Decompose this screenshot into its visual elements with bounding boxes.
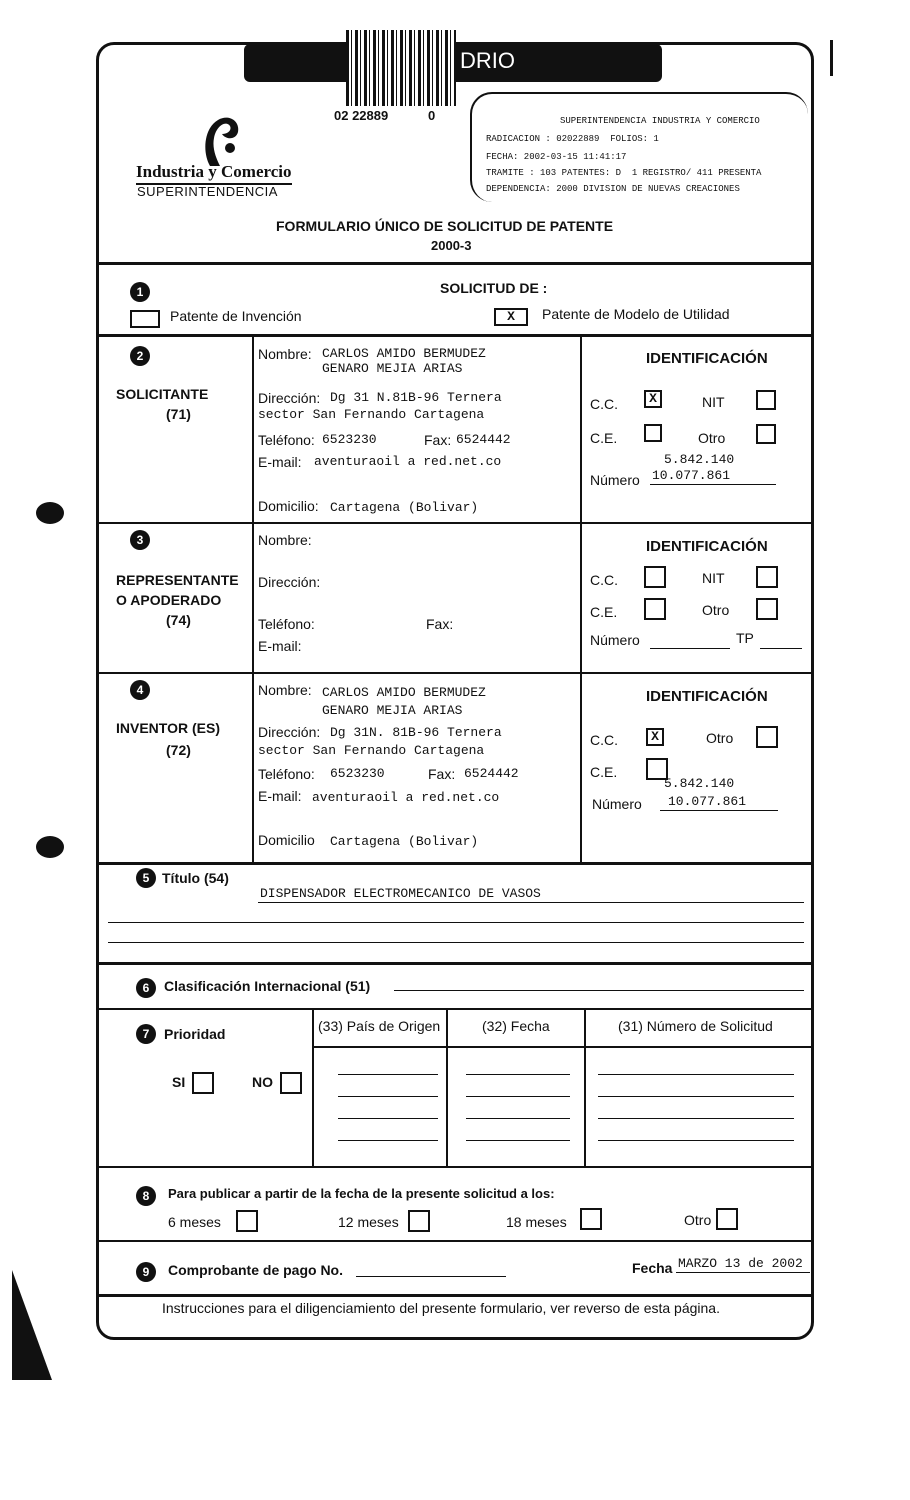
name-label: Nombre:: [258, 682, 312, 698]
payment-line: [356, 1276, 506, 1277]
corner-artifact: [12, 1270, 52, 1380]
fax-label: Fax:: [424, 432, 452, 448]
divider: [97, 962, 813, 965]
invention-checkbox[interactable]: [130, 310, 160, 328]
nit-checkbox[interactable]: [756, 390, 776, 410]
id-number-value: 5.842.140: [664, 452, 735, 467]
name-label: Nombre:: [258, 532, 312, 548]
form-title: FORMULARIO ÚNICO DE SOLICITUD DE PATENTE: [276, 218, 614, 234]
phone-label: Teléfono:: [258, 616, 315, 632]
fax-label: Fax:: [428, 766, 456, 782]
id-number-line: [650, 648, 730, 649]
section-label: INVENTOR (ES): [116, 720, 220, 736]
section-number: 8: [136, 1186, 156, 1206]
divider: [97, 1166, 813, 1168]
id-number-value: 10.077.861: [668, 794, 747, 809]
ce-label: C.E.: [590, 430, 618, 446]
hole-punch: [36, 502, 64, 524]
banner-text: DRIO: [460, 48, 515, 73]
numero-label: Número: [590, 472, 640, 488]
barcode-number: 02 22889: [334, 108, 389, 123]
date-line: [676, 1272, 810, 1273]
publish-18-label: 18 meses: [506, 1214, 567, 1230]
ce-label: C.E.: [590, 604, 618, 620]
address-label: Dirección:: [258, 574, 321, 590]
section-number: 9: [136, 1262, 156, 1282]
section-number: 4: [130, 680, 150, 700]
section-number: 5: [136, 868, 156, 888]
address-label: Dirección:: [258, 724, 321, 740]
publish-12-label: 12 meses: [338, 1214, 399, 1230]
logo-line1: Industria y Comercio: [136, 162, 292, 185]
divider: [97, 262, 813, 265]
phone-label: Teléfono:: [258, 766, 315, 782]
cc-checkbox[interactable]: [644, 566, 666, 588]
cc-label: C.C.: [590, 732, 618, 748]
section-label: SOLICITANTE: [116, 386, 209, 402]
no-checkbox[interactable]: [280, 1072, 302, 1094]
divider: [580, 336, 582, 862]
divider: [97, 862, 813, 865]
id-number-line: [660, 810, 778, 811]
classification-label: Clasificación Internacional (51): [164, 978, 371, 994]
id-number-value: 10.077.861: [652, 468, 731, 483]
utility-label: Patente de Modelo de Utilidad: [542, 306, 730, 322]
section-code: (74): [166, 612, 191, 628]
hole-punch: [36, 836, 64, 858]
ce-checkbox[interactable]: [644, 424, 662, 442]
phone-value: 6523230: [330, 766, 385, 781]
priority-line: [338, 1096, 438, 1097]
otro-label: Otro: [698, 430, 726, 446]
fax-value: 6524442: [464, 766, 519, 781]
publish-12-checkbox[interactable]: [408, 1210, 430, 1232]
priority-line: [466, 1074, 570, 1075]
invention-label: Patente de Invención: [170, 308, 302, 324]
publish-other-checkbox[interactable]: [716, 1208, 738, 1230]
id-number-value: 5.842.140: [664, 776, 735, 791]
nit-checkbox[interactable]: [756, 566, 778, 588]
nit-label: NIT: [702, 570, 725, 586]
email-value: aventuraoil a red.net.co: [312, 790, 500, 805]
si-checkbox[interactable]: [192, 1072, 214, 1094]
divider: [97, 1008, 813, 1010]
no-label: NO: [252, 1074, 273, 1090]
cc-checkbox[interactable]: X: [646, 728, 664, 746]
stamp-line: SUPERINTENDENCIA INDUSTRIA Y COMERCIO: [560, 116, 760, 126]
domicile-value: Cartagena (Bolivar): [330, 500, 479, 515]
id-title: IDENTIFICACIÓN: [646, 688, 768, 705]
id-title: IDENTIFICACIÓN: [646, 350, 768, 367]
divider: [584, 1008, 586, 1166]
address-label: Dirección:: [258, 390, 321, 406]
email-label: E-mail:: [258, 788, 302, 804]
domicile-label: Domicilio: [258, 832, 315, 848]
email-value: aventuraoil a red.net.co: [314, 454, 502, 469]
stamp-line: TRAMITE : 103 PATENTES: D 1 REGISTRO/ 411 PRESENTA: [486, 168, 762, 178]
fax-label: Fax:: [426, 616, 454, 632]
barcode-suffix: 0: [428, 108, 436, 123]
publish-label: Para publicar a partir de la fecha de la presente solicitud a los:: [168, 1186, 555, 1201]
otro-checkbox[interactable]: [756, 726, 778, 748]
nit-label: NIT: [702, 394, 725, 410]
id-title: IDENTIFICACIÓN: [646, 538, 768, 555]
email-label: E-mail:: [258, 638, 302, 654]
divider: [446, 1008, 448, 1166]
stamp-line: DEPENDENCIA: 2000 DIVISION DE NUEVAS CREACIONES: [486, 184, 740, 194]
priority-line: [598, 1118, 794, 1119]
margin-mark: [830, 40, 833, 76]
phone-label: Teléfono:: [258, 432, 315, 448]
title-line: [108, 922, 804, 923]
priority-line: [466, 1096, 570, 1097]
address-value: Dg 31 N.81B-96 Ternera sector San Fernando Cartagena: [258, 390, 502, 422]
divider: [252, 672, 254, 862]
title-line: [258, 902, 804, 903]
divider: [312, 1008, 314, 1166]
cc-label: C.C.: [590, 396, 618, 412]
barcode: [346, 30, 456, 106]
name-label: Nombre:: [258, 346, 312, 362]
otro-checkbox[interactable]: [756, 424, 776, 444]
date-value: MARZO 13 de 2002: [678, 1256, 803, 1271]
ce-checkbox[interactable]: [644, 598, 666, 620]
title-label: Título (54): [162, 870, 229, 886]
section-code: (72): [166, 742, 191, 758]
col-number: (31) Número de Solicitud: [618, 1018, 773, 1034]
section-number: 6: [136, 978, 156, 998]
priority-line: [338, 1074, 438, 1075]
otro-checkbox[interactable]: [756, 598, 778, 620]
utility-checkbox[interactable]: X: [494, 308, 528, 326]
domicile-label: Domicilio:: [258, 498, 319, 514]
priority-line: [338, 1118, 438, 1119]
publish-6-checkbox[interactable]: [236, 1210, 258, 1232]
title-line: [108, 942, 804, 943]
payment-label: Comprobante de pago No.: [168, 1262, 343, 1278]
logo-line2: SUPERINTENDENCIA: [137, 184, 278, 199]
col-country: (33) País de Origen: [318, 1018, 441, 1034]
tp-label: TP: [736, 630, 754, 646]
divider: [97, 1240, 813, 1242]
phone-value: 6523230: [322, 432, 377, 447]
priority-line: [466, 1118, 570, 1119]
publish-6-label: 6 meses: [168, 1214, 221, 1230]
publish-18-checkbox[interactable]: [580, 1208, 602, 1230]
section-title: SOLICITUD DE :: [440, 280, 548, 296]
section-code: (71): [166, 406, 191, 422]
section-label: REPRESENTANTE O APODERADO: [116, 572, 239, 608]
divider: [97, 672, 813, 674]
divider: [97, 522, 813, 524]
numero-label: Número: [590, 632, 640, 648]
section-number: 3: [130, 530, 150, 550]
ce-label: C.E.: [590, 764, 618, 780]
otro-label: Otro: [706, 730, 734, 746]
col-date: (32) Fecha: [482, 1018, 550, 1034]
cc-label: C.C.: [590, 572, 618, 588]
fax-value: 6524442: [456, 432, 511, 447]
priority-line: [598, 1074, 794, 1075]
numero-label: Número: [592, 796, 642, 812]
stamp-line: RADICACION : 02022889 FOLIOS: 1: [486, 134, 659, 144]
otro-label: Otro: [702, 602, 730, 618]
classification-line: [394, 990, 804, 991]
name-value: CARLOS AMIDO BERMUDEZ GENARO MEJIA ARIAS: [322, 346, 486, 376]
tp-line: [760, 648, 802, 649]
section-number: 1: [130, 282, 150, 302]
priority-line: [466, 1140, 570, 1141]
priority-line: [338, 1140, 438, 1141]
divider: [97, 1294, 813, 1297]
priority-label: Prioridad: [164, 1026, 226, 1042]
si-label: SI: [172, 1074, 186, 1090]
title-value: DISPENSADOR ELECTROMECANICO DE VASOS: [260, 886, 541, 901]
divider: [312, 1046, 812, 1048]
form-code: 2000-3: [431, 238, 472, 253]
logo-icon: [196, 112, 246, 168]
address-value: Dg 31N. 81B-96 Ternera sector San Fernando Cartagena: [258, 725, 502, 758]
section-number: 7: [136, 1024, 156, 1044]
divider: [97, 334, 813, 337]
name-value: CARLOS AMIDO BERMUDEZ GENARO MEJIA ARIAS: [322, 685, 486, 718]
cc-checkbox[interactable]: X: [644, 390, 662, 408]
divider: [252, 336, 254, 672]
id-number-line: [650, 484, 776, 485]
instructions-text: Instrucciones para el diligenciamiento del presente formulario, ver reverso de esta página.: [162, 1300, 720, 1316]
priority-line: [598, 1140, 794, 1141]
email-label: E-mail:: [258, 454, 302, 470]
stamp-line: FECHA: 2002-03-15 11:41:17: [486, 152, 627, 162]
date-label: Fecha: [632, 1260, 673, 1276]
section-number: 2: [130, 346, 150, 366]
domicile-value: Cartagena (Bolivar): [330, 834, 479, 849]
priority-line: [598, 1096, 794, 1097]
publish-other-label: Otro: [684, 1212, 712, 1228]
